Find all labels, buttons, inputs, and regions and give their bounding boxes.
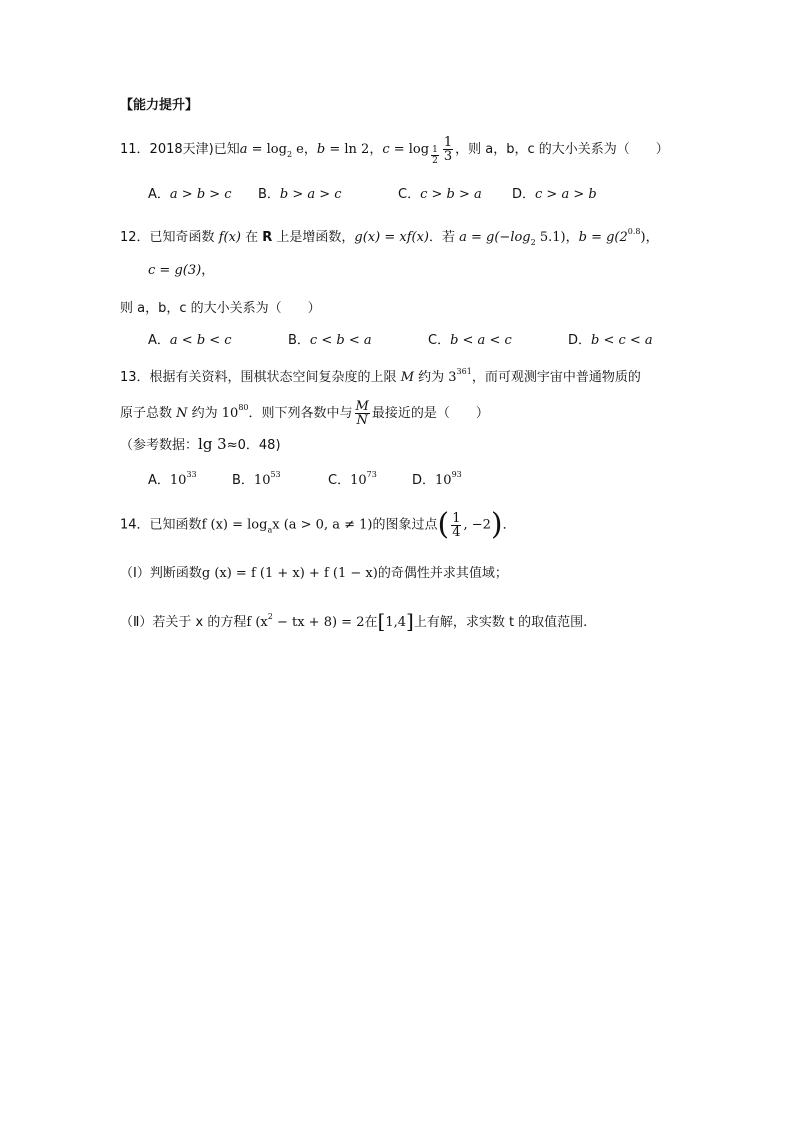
left-paren: ( [437, 507, 450, 542]
right-paren: ) [490, 507, 503, 542]
section-heading: 【能力提升】 [120, 98, 199, 113]
question-11: 11．2018天津)已知$a = \log_2 e$，b = ln 2，c = log $\frac{1}{2}$ $\frac{1}{3}$ ，则 a，b，c 的大小关系为（ ） [120, 135, 669, 166]
q13-option-d[interactable]: D．$10^{93}$ [412, 470, 462, 488]
point-x-fraction: $\frac{1}{4}$ [452, 510, 461, 540]
q11-option-d[interactable]: D．c > a > b [512, 187, 597, 202]
left-bracket: [ [377, 609, 386, 633]
question-14-part-1: （Ⅰ）判断函数g (x) = f (1 + x) + f (1 − x)的奇偶性并求其值域； [120, 566, 508, 581]
question-12-prompt: 则 a，b，c 的大小关系为（ ） [120, 301, 321, 316]
question-12: 12．已知奇函数 f(x) 在 R 上是增函数，g(x) = xf(x)．若 $a = g(-\log_2$ 5.1)，$b = g(2^{0.8})$， [120, 227, 659, 247]
question-number: 12． [120, 230, 150, 245]
q12-option-a[interactable]: A．a < b < c [148, 333, 232, 348]
question-number: 13． [120, 370, 150, 385]
question-13: 13．根据有关资料，围棋状态空间复杂度的上限 M 约为 $3^{361}$，而可观测宇宙中普通物质的 [120, 367, 641, 385]
q11-option-b[interactable]: B．b > a > c [258, 187, 342, 202]
question-12-c-definition: c = g(3)， [148, 263, 215, 278]
q13-option-a[interactable]: A．$10^{33}$ [148, 470, 197, 488]
m-over-n-fraction: $\frac{M}{N}$ [355, 399, 369, 428]
q13-option-b[interactable]: B．$10^{53}$ [232, 470, 281, 488]
question-number: 11． [120, 142, 150, 157]
question-14: 14．已知函数f $(x) = \log_ax$ (a > 0, a ≠ 1)的图象过点( $\frac{1}{4}$ , −2)． [120, 507, 516, 542]
log-arg-fraction: $\frac{1}{3}$ [443, 135, 453, 164]
question-13-line-2: 原子总数 N 约为 $10^{80}$．则下列各数中与 $\frac{M}{N}$ 最接近的是（ ） [120, 399, 489, 428]
question-source: 2018天津)已知 [149, 142, 240, 157]
q12-option-c[interactable]: C．b < a < c [428, 333, 512, 348]
log-base-fraction: $\frac{1}{2}$ [432, 145, 438, 166]
question-13-reference: （参考数据：lg 3≈0．48) [120, 435, 281, 453]
right-bracket: ] [406, 609, 414, 633]
q12-option-d[interactable]: D．b < c < a [568, 333, 653, 348]
q12-option-b[interactable]: B．c < b < a [288, 333, 372, 348]
question-14-part-2: （Ⅱ）若关于 x 的方程f ($x^2$ − tx + 8) = 2在[1,4]上有解，求实数 t 的取值范围. [120, 609, 588, 633]
q11-option-c[interactable]: C．c > b > a [398, 187, 482, 202]
q11-option-a[interactable]: A．a > b > c [148, 187, 232, 202]
q13-option-c[interactable]: C．$10^{73}$ [328, 470, 377, 488]
question-number: 14． [120, 517, 150, 533]
